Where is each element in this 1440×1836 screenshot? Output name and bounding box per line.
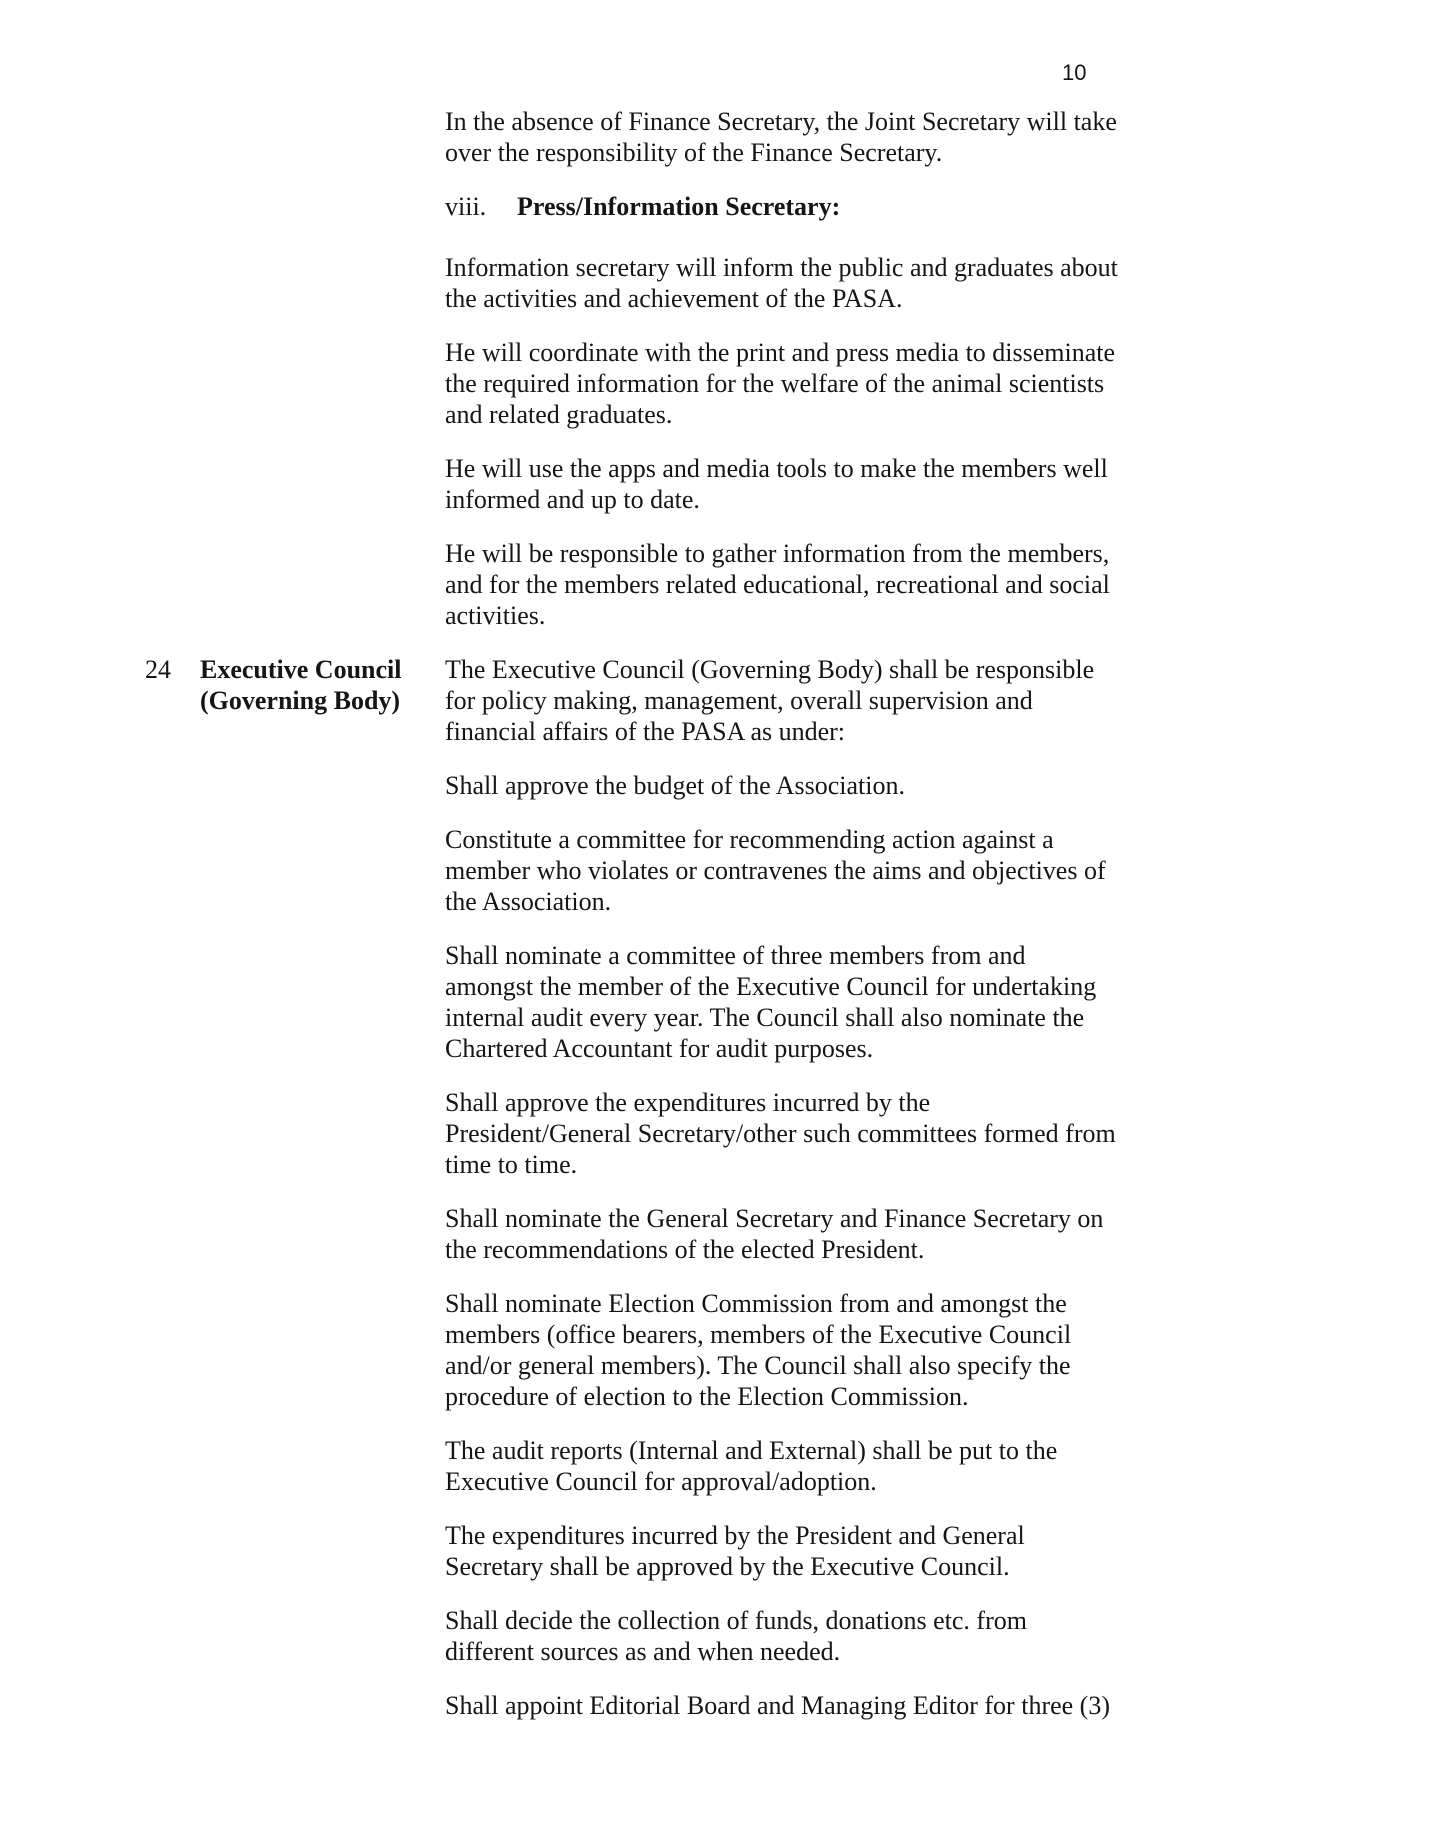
item-24-paragraph: Shall approve the budget of the Association.: [445, 771, 905, 800]
section-viii-paragraph: He will be responsible to gather information from the members, and for the members related educational, recreational and social activities.: [445, 539, 1110, 630]
item-24-paragraph: Shall approve the expenditures incurred by the President/General Secretary/other such committees formed from time to time.: [445, 1088, 1116, 1179]
item-24-paragraph: Shall appoint Editorial Board and Managing Editor for three (3): [445, 1691, 1110, 1720]
item-24-paragraph: Shall nominate Election Commission from and amongst the members (office bearers, members of the Executive Council and/or general members). The Council shall also specify the procedure of election to the Election Commission.: [445, 1289, 1072, 1411]
item-24-paragraph: The expenditures incurred by the President and General Secretary shall be approved by the Executive Council.: [445, 1521, 1025, 1581]
item-24-paragraph: Shall nominate the General Secretary and Finance Secretary on the recommendations of the elected President.: [445, 1204, 1104, 1264]
item-24-paragraph: Shall decide the collection of funds, donations etc. from different sources as and when needed.: [445, 1606, 1027, 1666]
page-number: 10: [1062, 60, 1087, 85]
section-viii-heading: Press/Information Secretary:: [517, 192, 841, 221]
item-24-number: 24: [145, 655, 171, 684]
section-viii-paragraph: Information secretary will inform the public and graduates about the activities and achievement of the PASA.: [445, 253, 1118, 313]
item-24-title-line2: (Governing Body): [200, 686, 401, 715]
section-viii-paragraph: He will coordinate with the print and press media to disseminate the required information for the welfare of the animal scientists and related graduates.: [445, 338, 1116, 429]
item-24-paragraph: The Executive Council (Governing Body) shall be responsible for policy making, management, overall supervision and financial affairs of the PASA as under:: [445, 655, 1095, 746]
item-24-paragraph: The audit reports (Internal and External) shall be put to the Executive Council for approval/adoption.: [445, 1436, 1058, 1496]
finance-secretary-note-paragraph: In the absence of Finance Secretary, the Joint Secretary will take over the responsibility of the Finance Secretary.: [445, 107, 1117, 167]
section-viii-numeral: viii.: [445, 192, 487, 221]
item-24-body: [445, 654, 1120, 1721]
item-24-title-line1: Executive Council: [200, 655, 402, 684]
item-24-row: [145, 654, 1440, 1721]
section-viii-heading-row: [445, 191, 1120, 222]
item-24-paragraph: Shall nominate a committee of three members from and amongst the member of the Executive Council for undertaking internal audit every year. The Council shall also nominate the Chartered Accountant for audit purposes.: [445, 941, 1097, 1063]
item-24-paragraph: Constitute a committee for recommending action against a member who violates or contravenes the aims and objectives of the Association.: [445, 825, 1106, 916]
item-24-title: [200, 654, 445, 1721]
section-viii-paragraph: He will use the apps and media tools to make the members well informed and up to date.: [445, 454, 1108, 514]
